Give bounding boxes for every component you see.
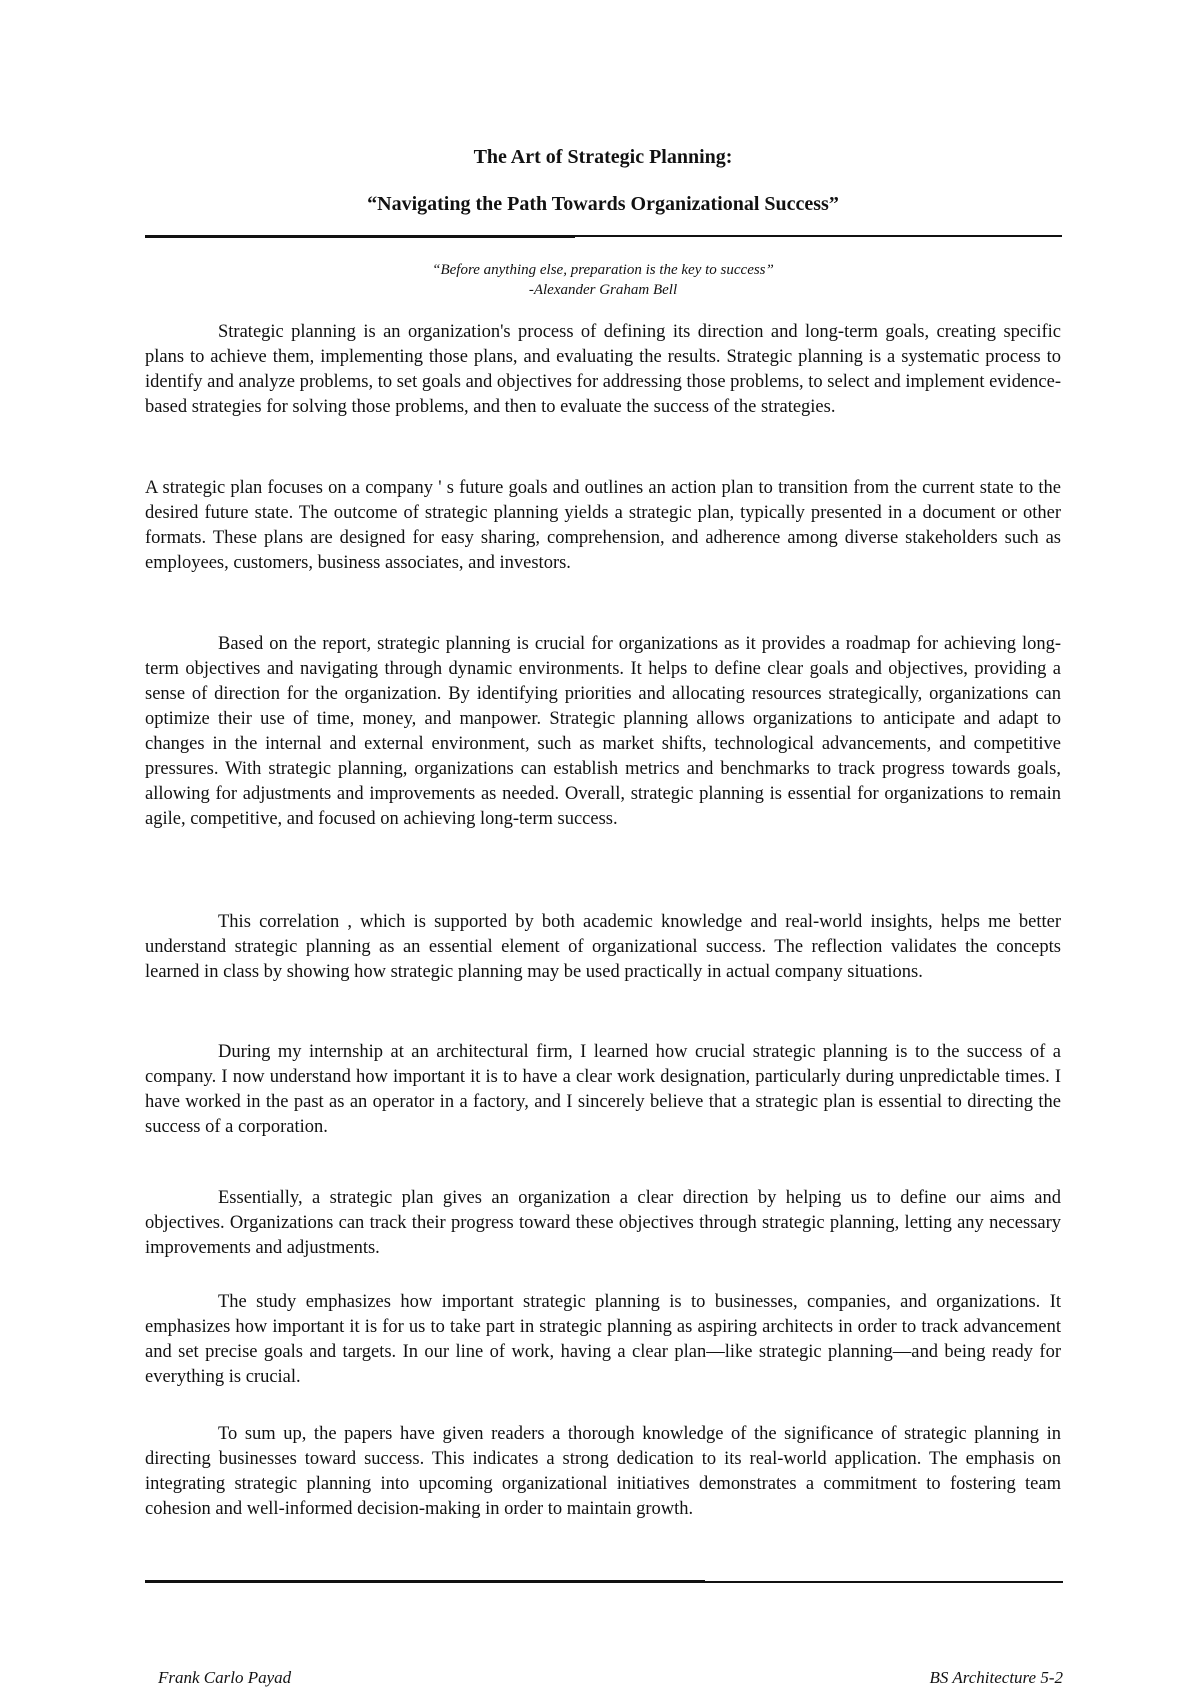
paragraph-4: This correlation , which is supported by both academic knowledge and real-world insights, helps me better understand strategic planning as an essential element of organizational success. The reflection validates the concepts learned in class by showing how strategic planning may be used practically in actual company situations.: [145, 912, 1061, 982]
paragraph-1: Strategic planning is an organization's process of defining its direction and long-term goals, creating specific plans to achieve them, implementing those plans, and evaluating the results. Strategic planning is a systematic process to identify and analyze problems, to set goals and objectives for addressing those problems, to select and implement evidence-based strategies for solving those problems, and then to evaluate the success of the strategies.: [145, 322, 1061, 417]
paragraph-3: Based on the report, strategic planning is crucial for organizations as it provides a roadmap for achieving long-term objectives and navigating through dynamic environments. It helps to define clear goals and objectives, providing a sense of direction for the organization. By identifying priorities and allocating resources strategically, organizations can optimize their use of time, money, and manpower. Strategic planning allows organizations to anticipate and adapt to changes in the internal and external environment, such as market shifts, technological advancements, and competitive pressures. With strategic planning, organizations can establish metrics and benchmarks to track progress towards goals, allowing for adjustments and improvements as needed. Overall, strategic planning is essential for organizations to remain agile, competitive, and focused on achieving long-term success.: [145, 634, 1061, 829]
footer-course: BS Architecture 5-2: [929, 1668, 1063, 1687]
paragraph-5: During my internship at an architectural firm, I learned how crucial strategic planning is to the success of a company. I now understand how important it is to have a clear work designation, particularly during unpredictable times. I have worked in the past as an operator in a factory, and I sincerely believe that a strategic plan is essential to directing the success of a corporation.: [145, 1042, 1061, 1137]
footer-rule-left: [145, 1580, 705, 1583]
footer-rule-right: [705, 1581, 1063, 1583]
paragraph-6: Essentially, a strategic plan gives an organization a clear direction by helping us to define our aims and objectives. Organizations can track their progress toward these objectives through strategic planning, letting any necessary improvements and adjustments.: [145, 1188, 1061, 1258]
document-title: The Art of Strategic Planning:: [473, 146, 733, 168]
header-rule-left: [145, 235, 575, 238]
paragraph-8: To sum up, the papers have given readers a thorough knowledge of the significance of strategic planning in directing businesses toward success. This indicates a strong dedication to its real-world application. The emphasis on integrating strategic planning into upcoming organizational initiatives demonstrates a commitment to fostering team cohesion and well-informed decision-making in order to maintain growth.: [145, 1424, 1061, 1519]
epigraph-author: -Alexander Graham Bell: [528, 282, 678, 298]
header-rule-right: [575, 235, 1062, 237]
paragraph-2: A strategic plan focuses on a company ' s future goals and outlines an action plan to transition from the current state to the desired future state. The outcome of strategic planning yields a strategic plan, typically presented in a document or other formats. These plans are designed for easy sharing, comprehension, and adherence among diverse stakeholders such as employees, customers, business associates, and investors.: [145, 478, 1061, 573]
epigraph: [145, 260, 1061, 300]
paragraph-7: The study emphasizes how important strategic planning is to businesses, companies, and organizations. It emphasizes how important it is for us to take part in strategic planning as aspiring architects in order to track advancement and set precise goals and targets. In our line of work, having a clear plan—like strategic planning—and being ready for everything is crucial.: [145, 1292, 1061, 1387]
epigraph-text: “Before anything else, preparation is the key to success”: [432, 262, 774, 278]
footer-author: Frank Carlo Payad: [158, 1668, 292, 1687]
document-subtitle: “Navigating the Path Towards Organizational Success”: [367, 193, 839, 215]
